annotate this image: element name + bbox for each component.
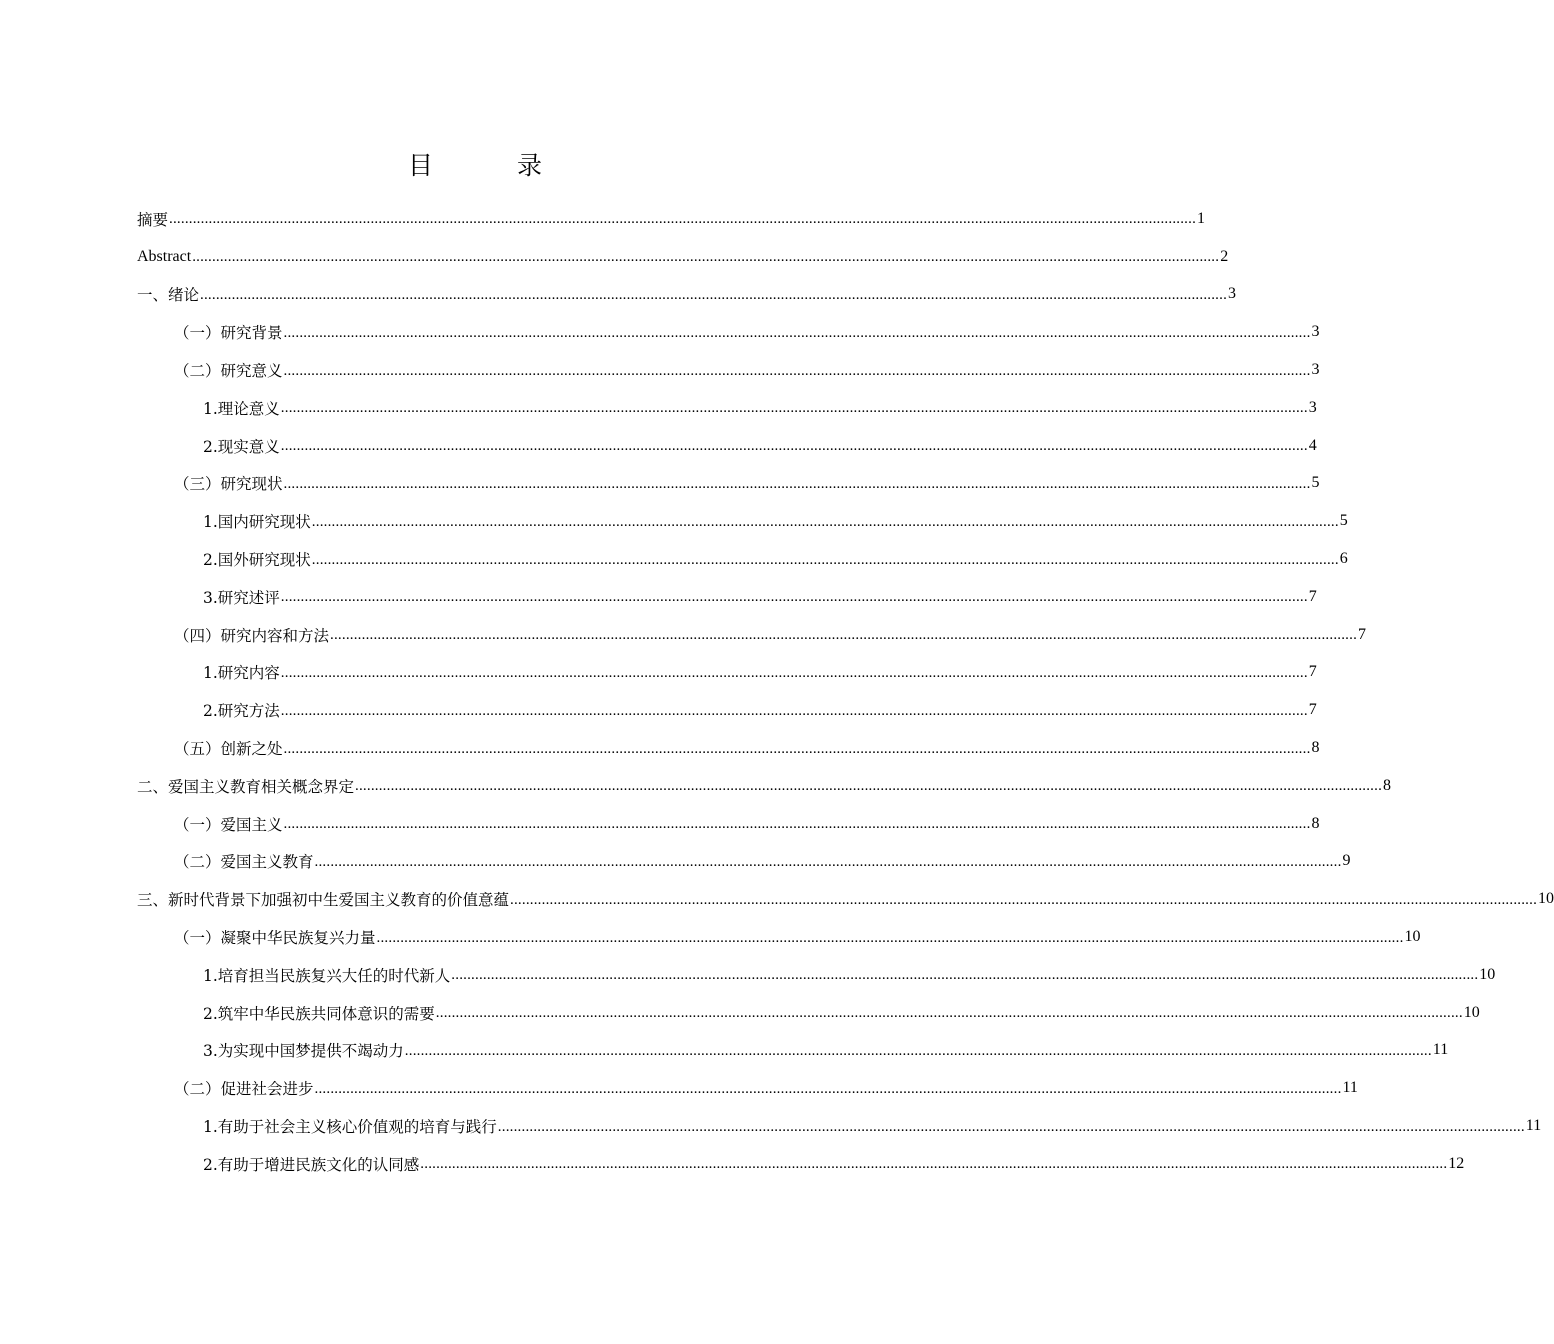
toc-entry-page-number: 8 [1311, 739, 1320, 757]
toc-leader-dots: .................................................................................................................................................................................................................................................................... [280, 438, 1308, 455]
toc-entry-label: 2.有助于增进民族文化的认同感 [203, 1155, 420, 1174]
toc-entry-label: 二、爱国主义教育相关概念界定 [137, 777, 355, 796]
toc-entry[interactable] [137, 918, 1421, 956]
toc-entry-page-number: 11 [1525, 1117, 1542, 1135]
toc-leader-dots: .................................................................................................................................................................................................................................................................... [280, 664, 1308, 681]
toc-entry-label: 2.研究方法 [203, 702, 280, 721]
toc-leader-dots: .................................................................................................................................................................................................................................................................... [283, 362, 1311, 379]
toc-entry-page-number: 10 [1538, 890, 1554, 908]
toc-leader-dots: .................................................................................................................................................................................................................................................................... [283, 475, 1311, 492]
toc-entry-label: 三、新时代背景下加强初中生爱国主义教育的价值意蕴 [137, 891, 510, 910]
toc-entry[interactable] [137, 616, 1367, 654]
toc-leader-dots: .................................................................................................................................................................................................................................................................... [510, 891, 1538, 908]
toc-entry[interactable] [137, 313, 1320, 351]
toc-entry-page-number: 2 [1220, 247, 1229, 265]
toc-entry-page-number: 11 [1342, 1079, 1358, 1097]
toc-entry[interactable] [137, 994, 1480, 1032]
toc-leader-dots: .................................................................................................................................................................................................................................................................... [280, 702, 1308, 719]
toc-entry-page-number: 8 [1311, 814, 1320, 832]
toc-entry[interactable] [137, 351, 1320, 389]
toc-entry[interactable] [137, 578, 1317, 616]
toc-leader-dots: .................................................................................................................................................................................................................................................................... [435, 1005, 1463, 1022]
toc-entry-page-number: 3 [1311, 323, 1320, 341]
toc-entry[interactable] [137, 389, 1317, 427]
toc-entry-label: 3.研究述评 [203, 588, 280, 607]
toc-entry-label: （一）爱国主义 [174, 815, 283, 834]
toc-leader-dots: .................................................................................................................................................................................................................................................................... [314, 1080, 1342, 1097]
toc-entry-label: 3.为实现中国梦提供不竭动力 [203, 1042, 404, 1061]
toc-entry-page-number: 10 [1404, 928, 1421, 946]
toc-leader-dots: .................................................................................................................................................................................................................................................................... [280, 589, 1308, 606]
toc-leader-dots: .................................................................................................................................................................................................................................................................... [283, 324, 1311, 341]
toc-entry[interactable] [137, 691, 1317, 729]
toc-entry-label: 2.筑牢中华民族共同体意识的需要 [203, 1004, 435, 1023]
toc-leader-dots: .................................................................................................................................................................................................................................................................... [497, 1118, 1525, 1135]
toc-entry-label: 2.国外研究现状 [203, 551, 311, 570]
toc-entry-label: （四）研究内容和方法 [174, 626, 330, 645]
toc-entry-page-number: 7 [1308, 663, 1317, 681]
toc-entry-page-number: 7 [1358, 625, 1367, 643]
toc-leader-dots: .................................................................................................................................................................................................................................................................... [283, 740, 1311, 757]
toc-entry[interactable] [137, 276, 1237, 314]
toc-leader-dots: .................................................................................................................................................................................................................................................................... [283, 816, 1311, 833]
toc-entry-page-number: 10 [1479, 965, 1496, 983]
toc-entry-label: （二）研究意义 [174, 362, 283, 381]
toc-entry-label: 1.培育担当民族复兴大任的时代新人 [203, 966, 451, 985]
toc-leader-dots: .................................................................................................................................................................................................................................................................... [192, 249, 1220, 266]
toc-entry-page-number: 5 [1339, 512, 1348, 530]
toc-leader-dots: .................................................................................................................................................................................................................................................................... [311, 513, 1339, 530]
toc-entry-page-number: 5 [1311, 474, 1320, 492]
toc-entry-label: 2.现实意义 [203, 437, 280, 456]
toc-entry-label: 一、绪论 [137, 286, 200, 305]
toc-entry-page-number: 11 [1432, 1041, 1449, 1059]
toc-entry-page-number: 4 [1308, 436, 1317, 454]
toc-entry[interactable] [137, 880, 1554, 918]
toc-entry[interactable] [137, 805, 1320, 843]
toc-entry[interactable] [137, 843, 1351, 881]
toc-leader-dots: .................................................................................................................................................................................................................................................................... [420, 1156, 1448, 1173]
toc-entry-page-number: 7 [1308, 587, 1317, 605]
toc-entry[interactable] [137, 1069, 1358, 1107]
toc-leader-dots: .................................................................................................................................................................................................................................................................... [355, 778, 1383, 795]
toc-leader-dots: .................................................................................................................................................................................................................................................................... [330, 627, 1358, 644]
toc-entry[interactable] [137, 238, 1229, 276]
toc-entry-label: 1.有助于社会主义核心价值观的培育与践行 [203, 1118, 497, 1137]
toc-entry[interactable] [137, 956, 1496, 994]
toc-entry-page-number: 9 [1342, 852, 1351, 870]
toc-entry-page-number: 3 [1311, 361, 1320, 379]
toc-entry-page-number: 8 [1383, 776, 1392, 794]
toc-title: 目 录 [408, 151, 580, 180]
toc-leader-dots: .................................................................................................................................................................................................................................................................... [451, 967, 1479, 984]
toc-entry-page-number: 7 [1308, 701, 1317, 719]
toc-entry-label: 摘要 [137, 210, 169, 229]
toc-leader-dots: .................................................................................................................................................................................................................................................................... [280, 400, 1308, 417]
toc-entry[interactable] [137, 654, 1317, 692]
toc-entry-page-number: 1 [1197, 209, 1206, 227]
toc-entry[interactable] [137, 1145, 1465, 1183]
toc-entry-page-number: 3 [1308, 398, 1317, 416]
toc-entry-label: Abstract [137, 247, 192, 265]
toc-leader-dots: .................................................................................................................................................................................................................................................................... [311, 551, 1339, 568]
toc-entry[interactable] [137, 729, 1320, 767]
toc-entry-label: （三）研究现状 [174, 475, 283, 494]
toc-leader-dots: .................................................................................................................................................................................................................................................................... [314, 853, 1342, 870]
toc-entry-page-number: 10 [1463, 1003, 1480, 1021]
toc-entry[interactable] [137, 465, 1320, 503]
toc-entry[interactable] [137, 502, 1348, 540]
toc-entry-page-number: 3 [1228, 285, 1237, 303]
toc-entry-label: （一）研究背景 [174, 324, 283, 343]
toc-entry-label: （一）凝聚中华民族复兴力量 [174, 929, 376, 948]
toc-entry[interactable] [137, 767, 1392, 805]
toc-entry[interactable] [137, 427, 1317, 465]
toc-entry-label: 1.研究内容 [203, 664, 280, 683]
toc-entry-page-number: 12 [1448, 1154, 1465, 1172]
toc-entry-page-number: 6 [1339, 550, 1348, 568]
toc-leader-dots: .................................................................................................................................................................................................................................................................... [404, 1042, 1432, 1059]
toc-leader-dots: .................................................................................................................................................................................................................................................................... [376, 929, 1404, 946]
toc-leader-dots: .................................................................................................................................................................................................................................................................... [169, 211, 1197, 228]
toc-entry[interactable] [137, 1107, 1542, 1145]
toc-leader-dots: .................................................................................................................................................................................................................................................................... [200, 286, 1228, 303]
toc-entry-label: 1.国内研究现状 [203, 513, 311, 532]
toc-entry-label: （二）促进社会进步 [174, 1080, 314, 1099]
toc-entry-label: （五）创新之处 [174, 740, 283, 759]
table-of-contents [137, 200, 1554, 1183]
toc-entry-label: （二）爱国主义教育 [174, 853, 314, 872]
toc-entry[interactable] [137, 540, 1348, 578]
toc-entry[interactable] [137, 1032, 1449, 1070]
toc-entry[interactable] [137, 200, 1206, 238]
toc-entry-label: 1.理论意义 [203, 399, 280, 418]
